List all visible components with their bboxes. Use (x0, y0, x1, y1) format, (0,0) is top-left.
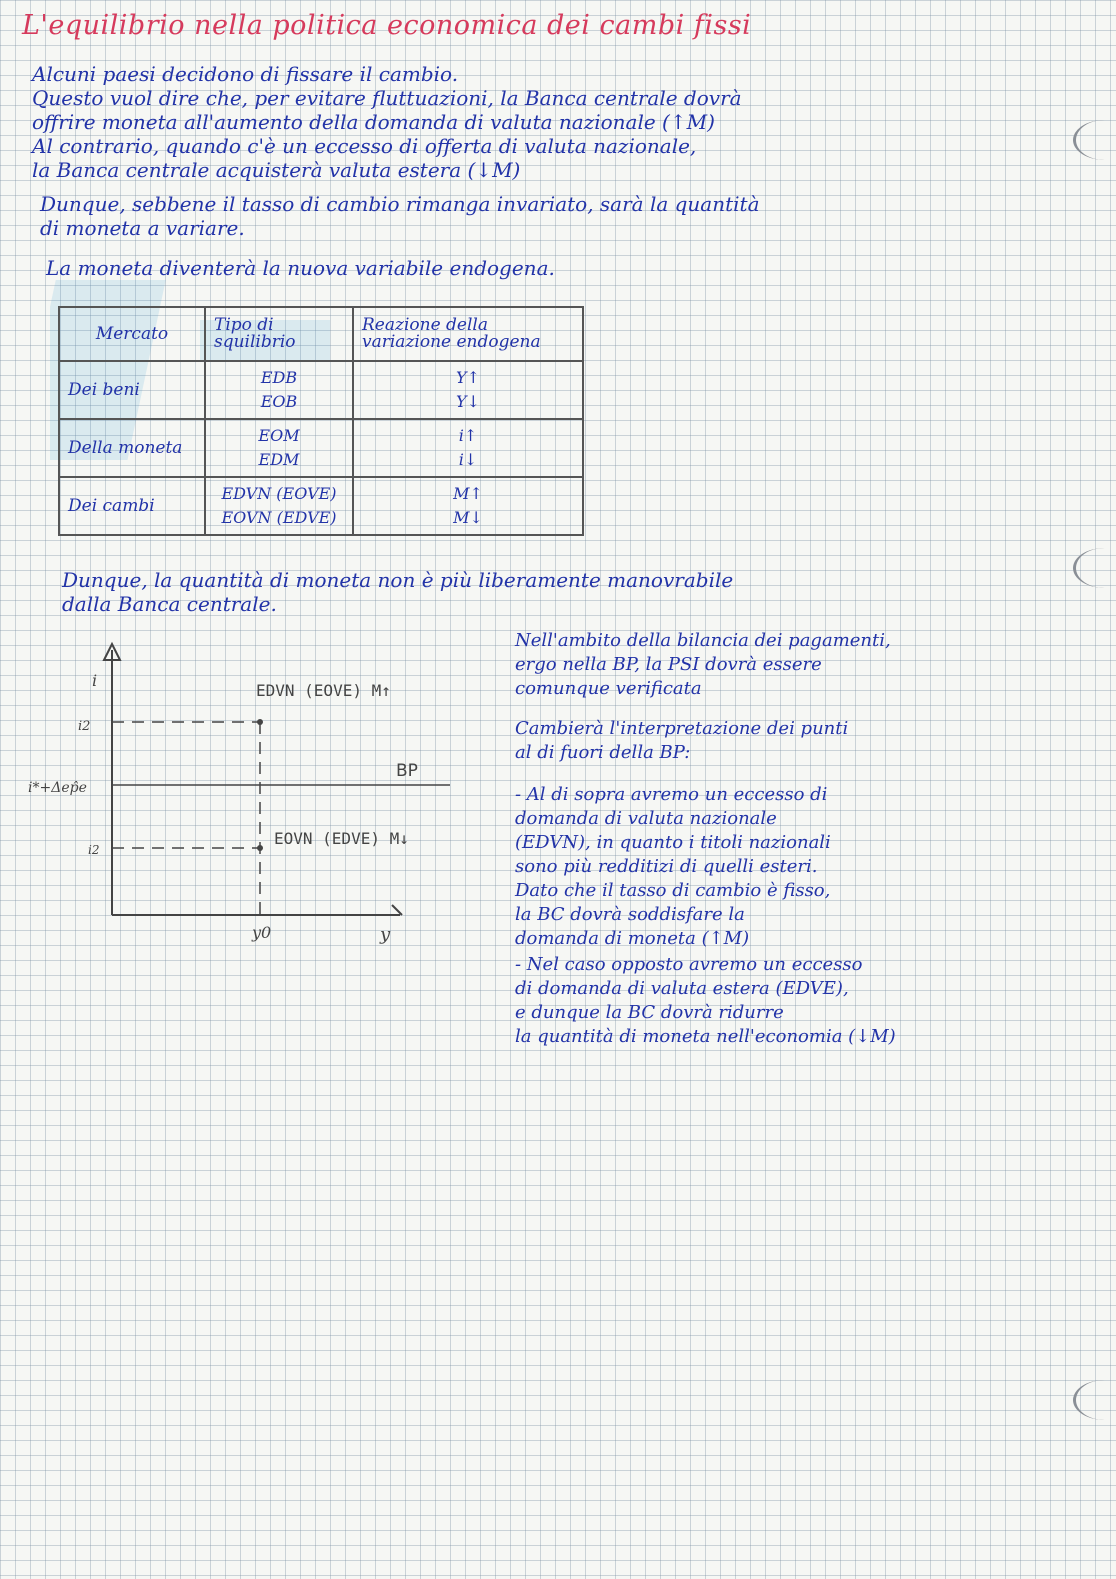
text-line: e dunque la BC dovrà ridurre (515, 1002, 784, 1023)
page-title: L'equilibrio nella politica economica dei cambi fissi (22, 10, 752, 41)
x-tick-y0: y0 (252, 923, 272, 942)
text-line: Alcuni paesi decidono di fissare il cambio. (32, 62, 459, 86)
text-line: - Nel caso opposto avremo un eccesso (515, 954, 863, 975)
x-axis-arrow (392, 905, 402, 915)
reaction-value: Y↑ (456, 368, 480, 387)
type-value: EDB (260, 368, 298, 387)
text-line: Nell'ambito della bilancia dei pagamenti, (515, 630, 891, 651)
binder-notch (1073, 548, 1116, 588)
table-cell-reaction (353, 477, 583, 535)
y-axis-label: i (92, 671, 98, 690)
text-line: - Al di sopra avremo un eccesso di (515, 784, 828, 805)
lower-point (257, 845, 263, 851)
text-line: Questo vuol dire che, per evitare fluttuazioni, la Banca centrale dovrà (32, 86, 742, 110)
table-cell-reaction (353, 419, 583, 477)
upper-point (257, 719, 263, 725)
text-line: la quantità di moneta nell'economia (↓M) (515, 1026, 896, 1047)
text-line: sono più redditizi di quelli esteri. (515, 856, 818, 877)
binder-notch (1073, 1380, 1116, 1420)
text-line: ergo nella BP, la PSI dovrà essere (515, 654, 822, 675)
table-cell-type (205, 361, 353, 419)
table-cell-reaction (353, 361, 583, 419)
text-line: domanda di moneta (↑M) (515, 928, 750, 949)
text-line: di domanda di valuta estera (EDVE), (515, 978, 849, 999)
y-tick-i2-lower: i2 (88, 843, 100, 857)
bp-label: BP (396, 761, 418, 781)
y-tick-istar: i*+Δep̂e (28, 780, 87, 796)
text-line: dalla Banca centrale. (62, 592, 277, 616)
y-tick-i2-upper: i2 (78, 719, 91, 734)
table-header: Reazione della variazione endogena (353, 307, 583, 361)
table-cell-market: Dei cambi (59, 477, 205, 535)
binder-notch (1073, 120, 1116, 160)
type-value: EOB (260, 392, 298, 411)
table-cell-type (205, 419, 353, 477)
text-line: al di fuori della BP: (515, 742, 691, 763)
table-header: Mercato (59, 307, 205, 361)
type-value: EDVN (EOVE) (221, 484, 337, 503)
type-value: EDM (258, 450, 300, 469)
reaction-value: M↑ (453, 484, 483, 503)
text-line: la Banca centrale acquisterà valuta estera (↓M) (32, 158, 521, 182)
text-line: La moneta diventerà la nuova variabile endogena. (46, 256, 555, 280)
text-line: Al contrario, quando c'è un eccesso di offerta di valuta nazionale, (32, 134, 697, 158)
table-row (59, 477, 583, 535)
lower-region-label: EOVN (EDVE) M↓ (274, 829, 409, 848)
text-line: Dato che il tasso di cambio è fisso, (515, 880, 831, 901)
text-line: comunque verificata (515, 678, 702, 699)
text-line: domanda di valuta nazionale (515, 808, 777, 829)
reaction-value: i↑ (458, 426, 478, 445)
table-cell-type (205, 477, 353, 535)
x-axis-label: y (380, 924, 391, 945)
disequilibrium-table (58, 306, 584, 536)
bp-diagram (20, 640, 460, 960)
table-cell-market: Dei beni (59, 361, 205, 419)
table-cell-market: Della moneta (59, 419, 205, 477)
table-row (59, 361, 583, 419)
table-row (59, 419, 583, 477)
upper-region-label: EDVN (EOVE) M↑ (256, 681, 391, 700)
reaction-value: i↓ (458, 450, 478, 469)
text-line: offrire moneta all'aumento della domanda di valuta nazionale (↑M) (32, 110, 715, 134)
reaction-value: Y↓ (456, 392, 480, 411)
table-header: Tipo di squilibrio (205, 307, 353, 361)
text-line: di moneta a variare. (40, 216, 245, 240)
reaction-value: M↓ (453, 508, 483, 527)
type-value: EOVN (EDVE) (221, 508, 337, 527)
text-line: la BC dovrà soddisfare la (515, 904, 745, 925)
type-value: EOM (258, 426, 300, 445)
text-line: Dunque, la quantità di moneta non è più liberamente manovrabile (62, 568, 734, 592)
text-line: Dunque, sebbene il tasso di cambio rimanga invariato, sarà la quantità (40, 192, 760, 216)
text-line: Cambierà l'interpretazione dei punti (515, 718, 849, 739)
text-line: (EDVN), in quanto i titoli nazionali (515, 832, 831, 853)
